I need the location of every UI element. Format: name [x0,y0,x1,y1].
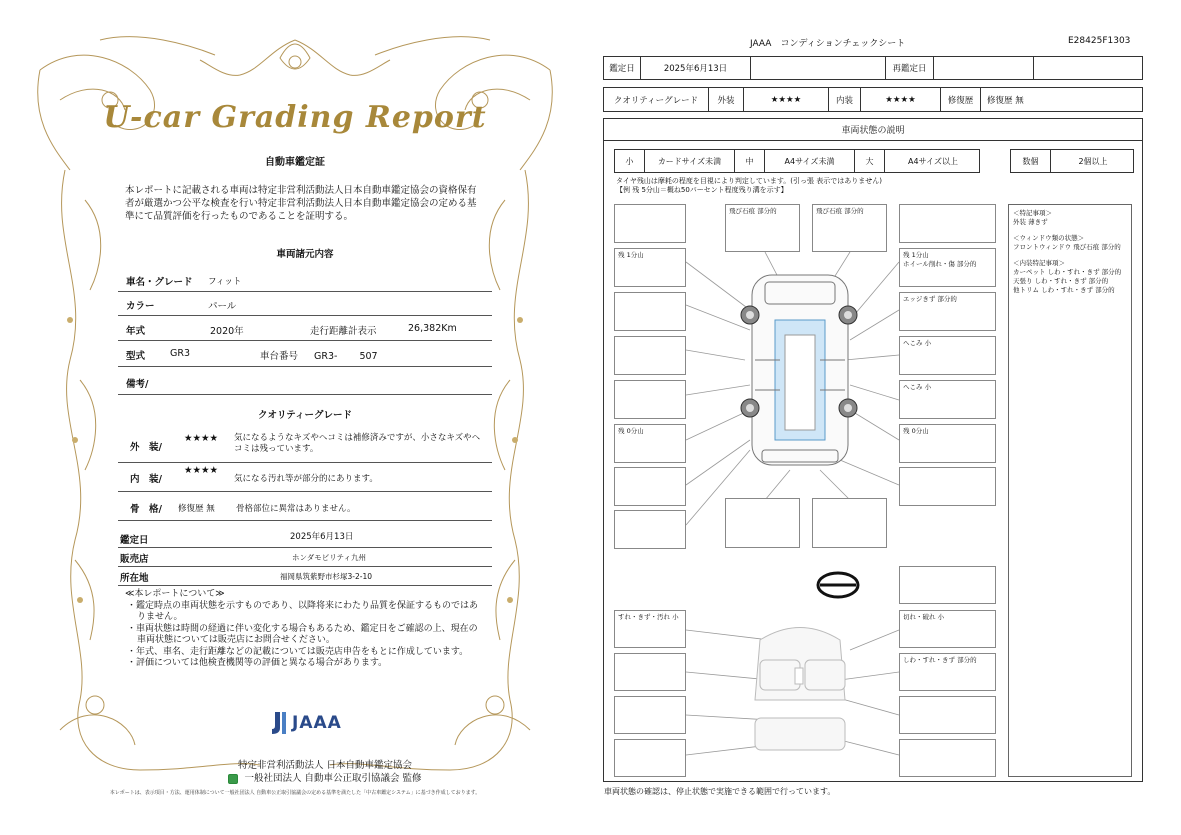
logo-text: JAAA [292,713,342,733]
int-stars: ★★★★ [861,88,941,111]
color-value: パール [208,301,237,312]
note-box-left-5: 残 0分山 [614,424,686,463]
note-box-interior-right-2: しわ・すれ・きず 部分的 [899,653,996,691]
exterior-text: 気になるようなキズやヘコミは補修済みですが、小さなキズやヘコミは残っています。 [234,433,481,454]
interior-item: 他トリム しわ・すれ・きず 部分的 [1013,286,1115,294]
row-model [118,341,492,367]
date-value: 2025年6月13日 [290,532,354,542]
legend-small-desc: カードサイズ未満 [645,150,735,172]
interior-label: 内 装/ [130,474,162,485]
address-value: 福岡県筑紫野市杉塚3-2-10 [280,572,372,581]
notes-title: ≪本レポートについて≫ [125,589,225,599]
remarks-panel [1008,204,1132,777]
note-box [614,380,686,419]
note-box [614,292,686,331]
color-label: カラー [126,301,155,312]
steering-wheel-icon [818,573,858,597]
note-box-front-right: 飛び石痕 部分的 [812,204,887,252]
row-address [118,567,492,586]
note-box [812,498,887,548]
note-box-front-left: 飛び石痕 部分的 [725,204,800,252]
footnote: 本レポートは、表示項目・方法、運用体制について一般社団法人 自動車公正取引協議会の定める基準を満たした「中古車鑑定システム」に基づき作成しております。 [109,790,481,796]
ext-label: 外装 [709,88,744,111]
mileage-label: 走行距離計表示 [310,326,377,337]
legend-count-desc: 2個以上 [1078,156,1108,166]
report-subtitle: 自動車鑑定証 [265,157,325,168]
org-name-1: 特定非営利活動法人 日本自動車鑑定協会 [237,760,413,771]
jaaa-logo [270,710,342,736]
jaaa-mark-icon [270,710,288,736]
row-year [118,316,492,341]
org-name-2-text: 一般社団法人 自動車公正取引協議会 監修 [244,773,422,784]
sheet-footer: 車両状態の確認は、停止状態で実施できる範囲で行っています。 [604,787,836,796]
note-item: ・鑑定時点の車両状態を示すものであり、以降将来にわたり品質を保証するものではありません。 [127,600,479,622]
note-box [614,739,686,777]
intro-text: 本レポートに記載される車両は特定非営利活動法人日本自動車鑑定協会の資格保有者が厳選かつ公平な検査を行い特定非営利活動法人日本自動車鑑定協会の定める基準にて品質評価を行ったものであることを証明する。 [125,185,477,222]
condition-check-sheet [590,0,1181,835]
shop-label: 販売店 [120,554,149,565]
notes [125,589,485,670]
tire-note-1: タイヤ残山は摩耗の程度を目視により判定しています。(引っ張 表示ではありません) [616,177,882,185]
note-box-interior-right-1: 切れ・破れ 小 [899,610,996,648]
frame-value: 修復歴 無 [178,504,215,514]
grade-label: クオリティーグレード [604,88,709,111]
model-label: 型式 [126,351,146,362]
note-item: ・評価については他検査機関等の評価と異なる場合があります。 [127,658,388,668]
frame-label: 骨 格/ [130,504,162,515]
tire-note-2: 【例 残 5分山＝概ね50パーセント程度残り溝を示す】 [616,186,788,194]
exterior-label: 外 装/ [130,442,162,453]
note-box [614,336,686,375]
row-remarks [118,367,492,395]
row-shop [118,548,492,567]
row-interior [118,463,492,492]
note-box [899,204,996,243]
quality-section-title: クオリティーグレード [257,410,353,421]
special-item: 外装 薄きず [1013,218,1048,226]
note-box [899,739,996,777]
note-item: ・車両状態は時間の経過に伴い変化する場合もあるため、鑑定日をご確認の上、現在の車両状態については販売店にお問合せください。 [127,623,478,645]
frame-text: 骨格部位に異常はありません。 [236,504,356,514]
note-box-left-1: 残 1分山 [614,248,686,287]
window-title: ＜ウィンドウ類の状態＞ [1013,234,1085,242]
legend-large: 大 [855,150,885,172]
row-exterior [118,428,492,463]
chassis-value: GR3- 507 [314,351,378,362]
note-box [614,204,686,243]
vehicle-section-title: 車両諸元内容 [276,249,334,260]
sheet-number: E28425F1303 [1068,36,1131,46]
shop-value: ホンダモビリティ九州 [292,553,366,562]
interior-title: ＜内装特記事項＞ [1013,259,1065,267]
note-box [725,498,800,548]
repair-value: 修復歴 無 [987,95,1024,106]
int-label: 内装 [829,88,861,111]
exterior-stars: ★★★★ [184,433,219,444]
date-label: 鑑定日 [604,57,641,79]
org-name-2 [150,770,500,784]
note-box [899,467,996,506]
note-box-right-3: へこみ 小 [899,336,996,375]
note-box [614,467,686,506]
year-value: 2020年 [210,326,244,337]
repair-label: 修復歴 [941,88,981,111]
row-frame [118,492,492,521]
note-item: ・年式、車名、走行距離などの記載については販売店申告をもとに作成しています。 [127,646,469,657]
note-box [614,653,686,691]
interior-item: 天張り しわ・すれ・きず 部分的 [1013,277,1109,285]
note-box-right-1: 残 1分山 ホイール削れ・傷 部分的 [899,248,996,287]
note-box [899,566,996,604]
sheet-title: JAAA コンディションチェックシート [750,39,906,49]
note-box-right-5: 残 0分山 [899,424,996,463]
note-box-right-4: へこみ 小 [899,380,996,419]
ext-stars: ★★★★ [744,88,829,111]
interior-text: 気になる汚れ等が部分的にあります。 [234,474,378,484]
year-label: 年式 [126,326,146,337]
note-box-interior-left: すれ・きず・汚れ 小 [614,610,686,648]
legend-medium-desc: A4サイズ未満 [765,150,855,172]
model-value: GR3 [170,348,191,359]
window-item: フロントウィンドウ 飛び石痕 部分的 [1013,243,1121,251]
note-box [614,510,686,549]
note-box [899,696,996,734]
legend-large-desc: A4サイズ以上 [908,156,958,166]
row-name [118,268,492,292]
date-value: 2025年6月13日 [641,57,751,79]
redate-label: 再鑑定日 [886,57,934,79]
grading-report-page [0,0,590,835]
legend-small: 小 [615,150,645,172]
name-value: フィット [208,277,242,287]
name-label: 車名・グレード [126,277,193,288]
mileage-value: 26,382Km [408,323,457,334]
state-title: 車両状態の説明 [604,119,1142,141]
row-date [118,528,492,548]
legend-medium: 中 [735,150,765,172]
legend-count: 数個 [1011,150,1051,172]
note-box [614,696,686,734]
report-title: U-car Grading Report [103,100,487,135]
interior-stars: ★★★★ [184,465,219,476]
special-title: ＜特記事項＞ [1013,209,1052,217]
date-label: 鑑定日 [120,535,149,546]
chassis-label: 車台番号 [260,351,299,362]
address-label: 所在地 [120,573,149,584]
remarks-label: 備考/ [126,379,149,390]
fair-trade-mark-icon [228,774,238,784]
note-box-right-2: エッジきず 部分的 [899,292,996,331]
row-color [118,292,492,316]
interior-item: カーペット しわ・すれ・きず 部分的 [1013,268,1122,276]
